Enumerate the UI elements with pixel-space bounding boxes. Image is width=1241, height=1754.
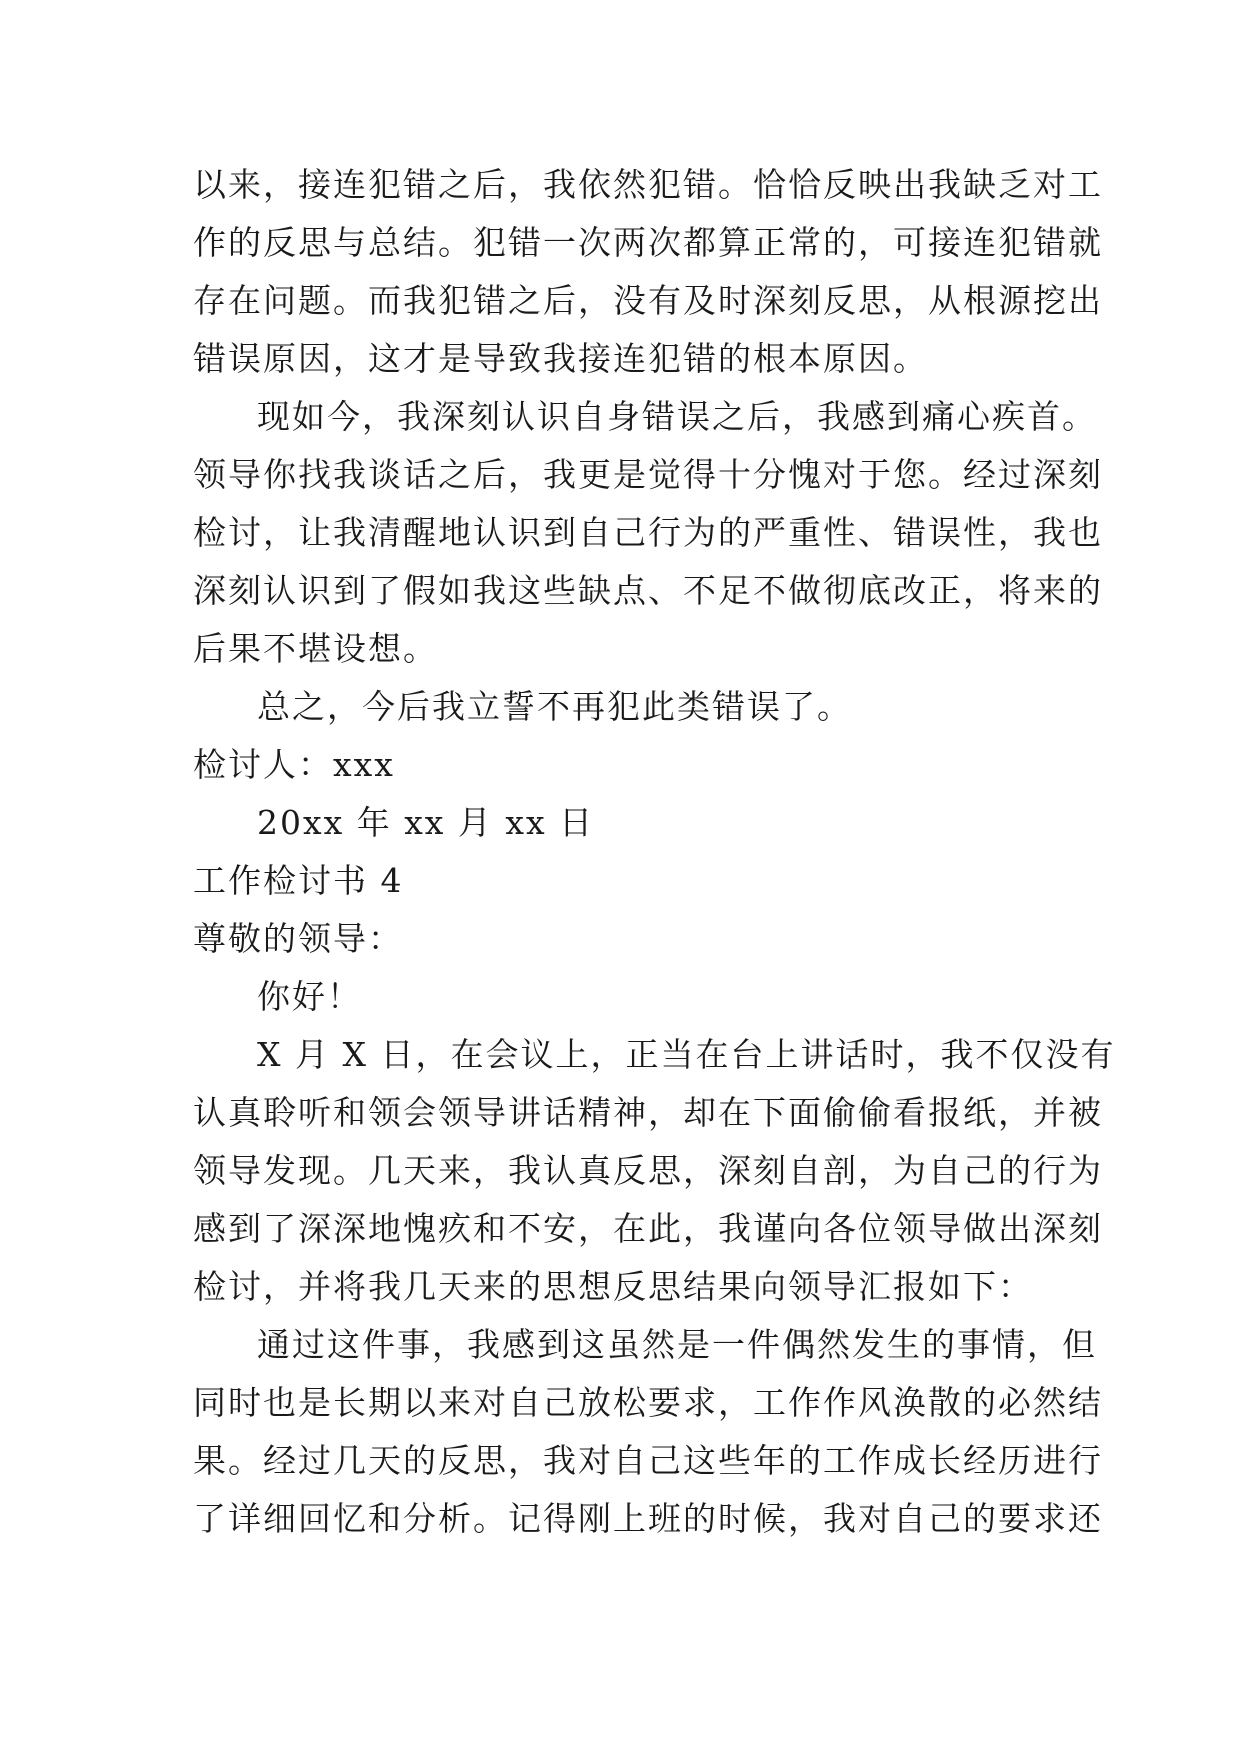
text-line: X 月 X 日，在会议上，正当在台上讲话时，我不仅没有 bbox=[257, 1035, 1116, 1074]
text-line: 领导你找我谈话之后，我更是觉得十分愧对于您。经过深刻 bbox=[193, 455, 1103, 494]
text-line: 检讨，让我清醒地认识到自己行为的严重性、错误性，我也 bbox=[193, 513, 1103, 552]
greeting: 你好！ bbox=[257, 977, 362, 1016]
date-line: 20xx 年 xx 月 xx 日 bbox=[257, 803, 595, 842]
section-title: 工作检讨书 4 bbox=[193, 861, 404, 900]
text-line: 通过这件事，我感到这虽然是一件偶然发生的事情，但 bbox=[257, 1325, 1097, 1364]
text-line: 同时也是长期以来对自己放松要求，工作作风涣散的必然结 bbox=[193, 1383, 1103, 1422]
text-line: 错误原因，这才是导致我接连犯错的根本原因。 bbox=[193, 339, 928, 378]
text-line: 以来，接连犯错之后，我依然犯错。恰恰反映出我缺乏对工 bbox=[193, 165, 1103, 204]
text-line: 认真聆听和领会领导讲话精神，却在下面偷偷看报纸，并被 bbox=[193, 1093, 1103, 1132]
text-line: 现如今，我深刻认识自身错误之后，我感到痛心疾首。 bbox=[257, 397, 1097, 436]
text-line: 检讨，并将我几天来的思想反思结果向领导汇报如下： bbox=[193, 1267, 1033, 1306]
salutation: 尊敬的领导： bbox=[193, 919, 403, 958]
signature-line: 检讨人：xxx bbox=[193, 745, 395, 784]
text-line: 存在问题。而我犯错之后，没有及时深刻反思，从根源挖出 bbox=[193, 281, 1103, 320]
text-line: 深刻认识到了假如我这些缺点、不足不做彻底改正，将来的 bbox=[193, 571, 1103, 610]
text-line: 总之，今后我立誓不再犯此类错误了。 bbox=[257, 687, 852, 726]
text-line: 领导发现。几天来，我认真反思，深刻自剖，为自己的行为 bbox=[193, 1151, 1103, 1190]
text-line: 了详细回忆和分析。记得刚上班的时候，我对自己的要求还 bbox=[193, 1499, 1103, 1538]
text-line: 感到了深深地愧疚和不安，在此，我谨向各位领导做出深刻 bbox=[193, 1209, 1103, 1248]
document-body bbox=[193, 156, 1116, 1548]
text-line: 后果不堪设想。 bbox=[193, 629, 438, 668]
text-line: 作的反思与总结。犯错一次两次都算正常的，可接连犯错就 bbox=[193, 223, 1103, 262]
text-line: 果。经过几天的反思，我对自己这些年的工作成长经历进行 bbox=[193, 1441, 1103, 1480]
